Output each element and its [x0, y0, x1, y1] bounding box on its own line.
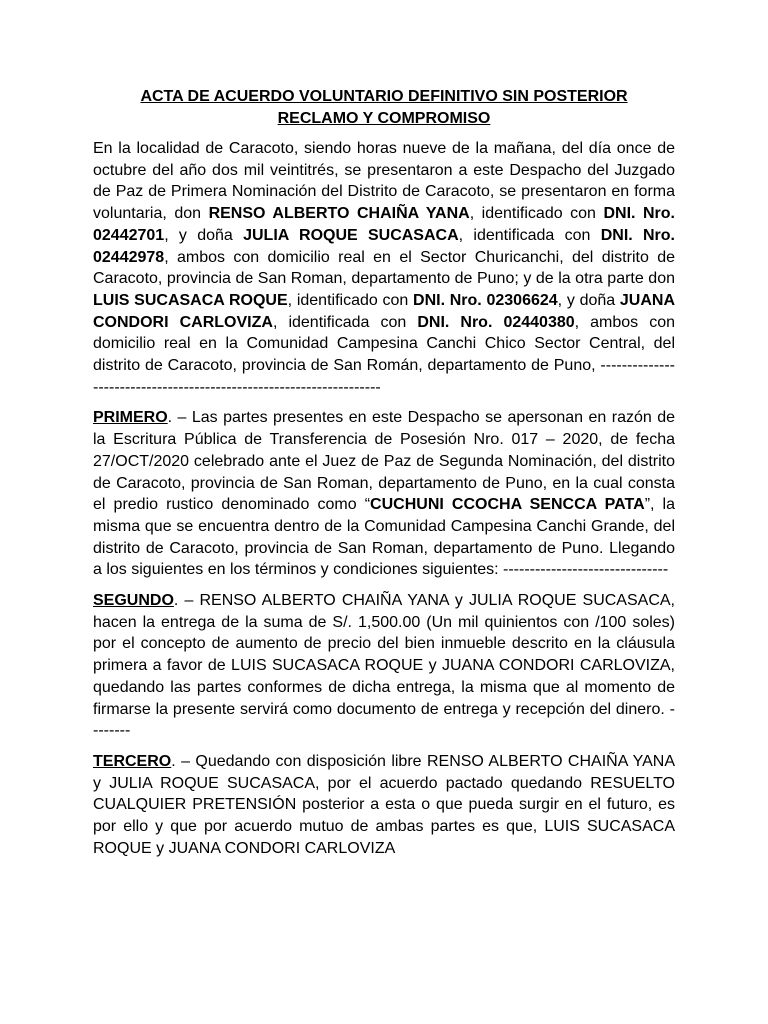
clause-heading: SEGUNDO	[93, 592, 174, 610]
intro-text: , y doña	[164, 226, 244, 244]
party-dni: DNI. Nro. 02442701	[93, 205, 675, 244]
title-line-2: RECLAMO Y COMPROMISO	[277, 110, 491, 127]
clause-text: . – Quedando con disposición libre RENSO ALBERTO CHAIÑA YANA y JULIA ROQUE SUCASACA, por el acuerdo pactado quedando RESUELTO CUALQUIER PRETENSIÓN posterior a esta o que pueda surgir en el futuro, es por ello y que por acuerdo mutuo de ambas partes es que, LUIS SUCASACA ROQUE y JUANA CONDORI CARLOVIZA	[93, 752, 675, 857]
intro-text: , y doña	[557, 291, 620, 309]
intro-text: , identificado con	[287, 291, 414, 309]
title-line-1: ACTA DE ACUERDO VOLUNTARIO DEFINITIVO SIN POSTERIOR	[140, 88, 628, 105]
clause-primero	[93, 407, 675, 581]
clause-text: . – RENSO ALBERTO CHAIÑA YANA y JULIA ROQUE SUCASACA, hacen la entrega de la suma de S/. 1,500.00 (Un mil quinientos con /100 soles) por el concepto de aumento de precio del bien inmueble descrito en la cláusula primera a favor de LUIS SUCASACA ROQUE y JUANA CONDORI CARLOVIZA, quedando las partes conformes de dicha entrega, la misma que al momento de firmarse la presente servirá como documento de entrega y recepción del dinero. --------	[93, 592, 675, 740]
intro-text: , ambos con domicilio real en la Comunidad Campesina Canchi Chico Sector Central, del distrito de Caracoto, provincia de San Román, departamento de Puno, --------------------------------------------------------------------	[93, 313, 676, 396]
clause-segundo	[93, 590, 675, 742]
intro-text: , ambos con domicilio real en el Sector Churicanchi, del distrito de Caracoto, provincia de San Roman, departamento de Puno; y de la otra parte don	[93, 248, 675, 288]
party-dni: DNI. Nro. 02306624	[413, 291, 558, 309]
intro-text: , identificado con	[469, 205, 604, 223]
intro-text: , identificada con	[272, 313, 418, 331]
intro-text: En la localidad de Caracoto, siendo horas nueve de la mañana, del día once de octubre del año dos mil veintitrés, se presentaron a este Despacho del Juzgado de Paz de Primera Nominación del Distrito de Caracoto, se presentaron en forma voluntaria, don	[93, 140, 675, 223]
party-dni: DNI. Nro. 02440380	[417, 313, 575, 331]
clause-tercero	[93, 751, 675, 860]
party-name: JUANA CONDORI CARLOVIZA	[93, 291, 676, 331]
clause-heading: PRIMERO	[93, 409, 168, 427]
party-name: JULIA ROQUE SUCASACA	[243, 226, 459, 244]
intro-paragraph	[93, 138, 675, 398]
intro-text: , identificada con	[458, 226, 601, 244]
clause-text: ”, la misma que se encuentra dentro de la Comunidad Campesina Canchi Grande, del distrito de Caracoto, provincia de San Roman, departamento de Puno. Llegando a los siguientes en los términos y condiciones siguientes: -------------------------------	[93, 496, 676, 579]
clause-text: . – Las partes presentes en este Despacho se apersonan en razón de la Escritura Pública de Transferencia de Posesión Nro. 017 – 2020, de fecha 27/OCT/2020 celebrado ante el Juez de Paz de Segunda Nominación, del distrito de Caracoto, provincia de San Roman, departamento de Puno, en la cual consta el predio rustico denominado como “	[93, 409, 675, 514]
party-name: LUIS SUCASACA ROQUE	[93, 291, 288, 309]
document-page	[93, 86, 675, 869]
party-name: RENSO ALBERTO CHAIÑA YANA	[208, 205, 470, 223]
clause-heading: TERCERO	[93, 752, 172, 770]
document-title	[93, 86, 675, 130]
property-name: CUCHUNI CCOCHA SENCCA PATA	[370, 496, 645, 514]
party-dni: DNI. Nro. 02442978	[93, 226, 676, 266]
